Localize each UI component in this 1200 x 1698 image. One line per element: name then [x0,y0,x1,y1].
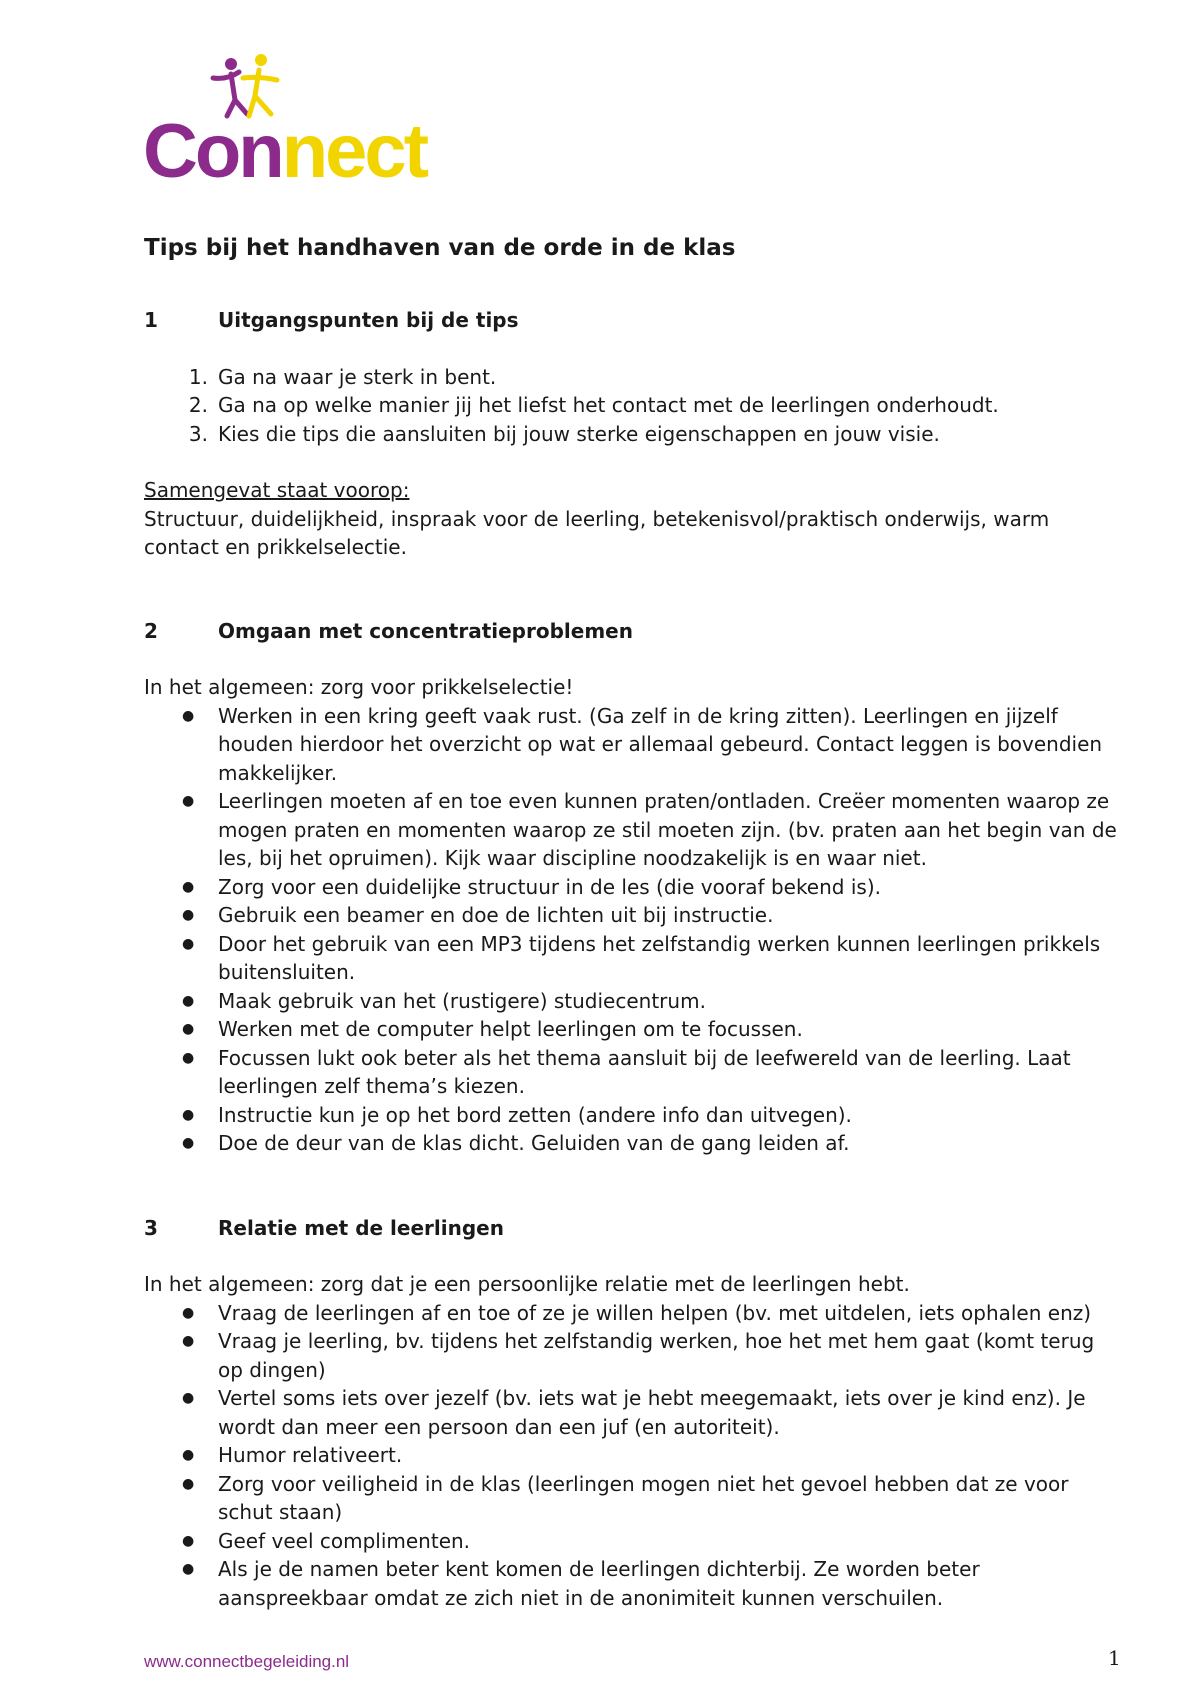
list-item: 1. Ga na waar je sterk in bent. [188,364,497,389]
list-item: ● Door het gebruik van een MP3 tijdens het zelfstandig werken kunnen leerlingen prikkels buitensluiten. [144,930,1124,987]
list-item: ● Doe de deur van de klas dicht. Geluiden van de gang leiden af. [144,1129,1124,1158]
logo-text-part2: nect [281,109,427,194]
bullet-icon: ● [182,878,195,895]
summary-label: Samengevat staat voorop: [144,478,410,502]
bullet-icon: ● [182,1049,195,1066]
list-item: ● Instructie kun je op het bord zetten (andere info dan uitvegen). [144,1101,1124,1130]
bullet-icon: ● [182,1447,195,1463]
list-item: ● Maak gebruik van het (rustigere) studiecentrum. [144,987,1124,1016]
list-item: ● Vraag de leerlingen af en toe of ze je willen helpen (bv. met uitdelen, iets ophalen enz) [144,1299,1124,1328]
summary-text: Structuur, duidelijkheid, inspraak voor de leerling, betekenisvol/praktisch onderwijs, warm contact en prikkelselectie. [144,506,1050,559]
list-item: ● Als je de namen beter kent komen de leerlingen dichterbij. Ze worden beter aanspreekbaar omdat ze zich niet in de anonimiteit kunnen verschuilen. [144,1555,1124,1612]
bullet-icon: ● [182,793,195,809]
document-body [144,228,1124,1612]
list-item: ● Zorg voor een duidelijke structuur in de les (die vooraf bekend is). [144,873,1124,902]
list-item: ● Focussen lukt ook beter als het thema aansluit bij de leefwereld van de leerling. Laat leerlingen zelf thema’s kiezen. [144,1044,1124,1101]
section-intro: In het algemeen: zorg voor prikkelselectie! [144,675,574,699]
section-title: Omgaan met concentratieproblemen [218,618,633,643]
bullet-icon: ● [182,1304,195,1321]
logo-text-part1: Con [143,109,282,194]
section-number: 2 [144,618,158,643]
list-item: 2. Ga na op welke manier jij het liefst het contact met de leerlingen onderhoudt. [188,393,999,417]
list-item: ● Leerlingen moeten af en toe even kunnen praten/ontladen. Creëer momenten waarop ze mogen praten en momenten waarop ze stil moeten zijn. (bv. praten aan het begin van de les, bij het opruimen). Kijk waar discipline noodzakelijk is en waar niet. [144,787,1124,873]
bullet-icon: ● [182,1135,195,1151]
list-item: 3. Kies die tips die aansluiten bij jouw sterke eigenschappen en jouw visie. [188,421,940,446]
page-number: 1 [1108,1646,1121,1670]
list-item: ● Werken in een kring geeft vaak rust. (Ga zelf in de kring zitten). Leerlingen en jijzelf houden hierdoor het overzicht op wat er allemaal gebeurd. Contact leggen is bovendien makkelijker. [144,702,1124,788]
logo-wordmark [143,109,427,194]
bullet-icon: ● [182,1333,195,1349]
section-number: 3 [144,1215,158,1240]
bullet-icon: ● [182,1561,195,1577]
section-2-heading [144,617,1124,646]
bullet-icon: ● [182,907,195,923]
bullet-icon: ● [182,1106,195,1123]
list-item: ● Humor relativeert. [144,1441,1124,1470]
bullet-icon: ● [182,992,195,1009]
section-title: Uitgangspunten bij de tips [218,308,519,332]
bullet-icon: ● [182,1532,195,1549]
section-intro: In het algemeen: zorg dat je een persoonlijke relatie met de leerlingen hebt. [144,1272,910,1296]
section-3-heading [144,1214,1124,1243]
list-item: ● Vraag je leerling, bv. tijdens het zelfstandig werken, hoe het met hem gaat (komt terug op dingen) [144,1327,1124,1384]
list-item: ● Werken met de computer helpt leerlingen om te focussen. [144,1015,1124,1044]
footer-website-link[interactable]: www.connectbegeleiding.nl [144,1652,350,1671]
bullet-icon: ● [182,935,195,952]
page-title: Tips bij het handhaven van de orde in de klas [144,235,736,261]
bullet-icon: ● [182,1021,195,1037]
list-item: ● Geef veel complimenten. [144,1527,1124,1556]
list-item: ● Vertel soms iets over jezelf (bv. iets wat je hebt meegemaakt, iets over je kind enz). Je wordt dan meer een persoon dan een juf (en autoriteit). [144,1384,1124,1441]
section-1-heading [144,306,1124,335]
bullet-icon: ● [182,1475,195,1492]
section-number: 1 [144,308,158,332]
list-item: ● Gebruik een beamer en doe de lichten uit bij instructie. [144,901,1124,930]
relationship-tips-list [144,1299,1124,1613]
list-item: ● Zorg voor veiligheid in de klas (leerlingen mogen niet het gevoel hebben dat ze voor schut staan) [144,1470,1124,1527]
section-title: Relatie met de leerlingen [218,1215,504,1240]
principles-list [144,363,1124,449]
bullet-icon: ● [182,1390,195,1406]
bullet-icon: ● [182,707,195,724]
concentration-tips-list [144,702,1124,1158]
connect-logo [143,50,443,194]
